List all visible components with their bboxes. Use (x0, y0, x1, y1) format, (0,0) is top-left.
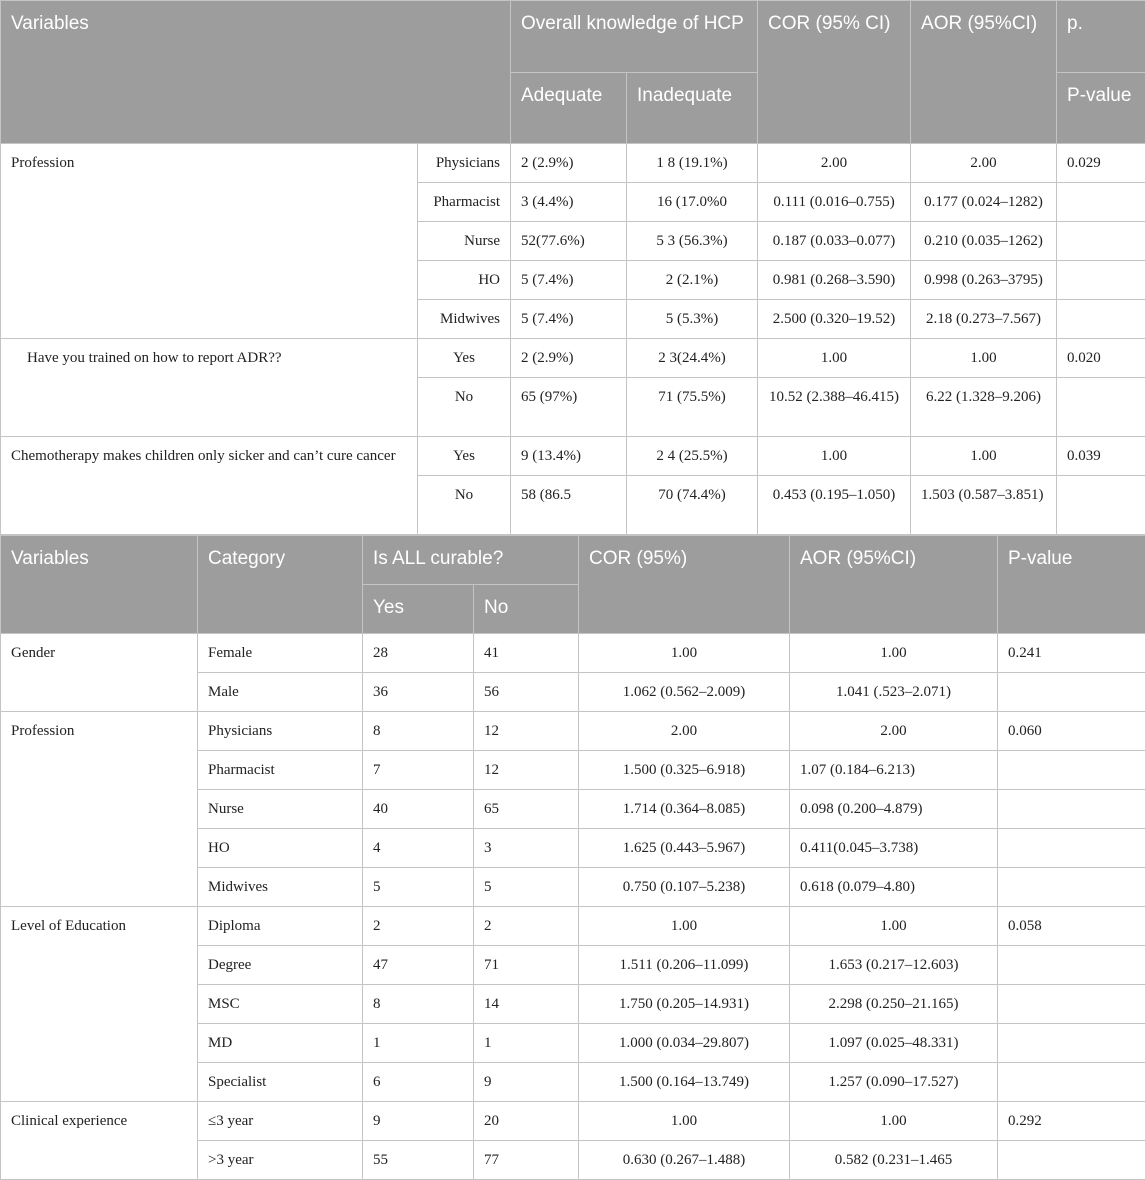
p-cell (998, 1024, 1145, 1063)
t2-header-aor: AOR (95%CI) (790, 536, 998, 634)
table-row (1, 437, 1145, 476)
category-cell: Diploma (198, 907, 363, 946)
p-cell (998, 868, 1145, 907)
category-cell: >3 year (198, 1141, 363, 1180)
aor-cell: 1.653 (0.217–12.603) (790, 946, 998, 985)
p-cell: 0.020 (1057, 339, 1145, 378)
t2-header-yes: Yes (363, 585, 474, 634)
yes-cell: 47 (363, 946, 474, 985)
inadequate-cell: 16 (17.0%0 (627, 183, 758, 222)
category-cell: HO (198, 829, 363, 868)
cor-cell: 1.00 (579, 1102, 790, 1141)
cor-cell: 1.625 (0.443–5.967) (579, 829, 790, 868)
table-row (1, 339, 1145, 378)
p-cell (1057, 222, 1145, 261)
aor-cell: 0.618 (0.079–4.80) (790, 868, 998, 907)
cor-cell: 1.511 (0.206–11.099) (579, 946, 790, 985)
aor-cell: 1.00 (911, 437, 1057, 476)
adequate-cell: 3 (4.4%) (511, 183, 627, 222)
category-cell: Specialist (198, 1063, 363, 1102)
t1-header-inadequate: Inadequate (627, 73, 758, 144)
p-cell: 0.292 (998, 1102, 1145, 1141)
p-cell: 0.241 (998, 634, 1145, 673)
cor-cell: 0.630 (0.267–1.488) (579, 1141, 790, 1180)
t1-group-label: Profession (1, 144, 418, 339)
t1-group-label: Chemotherapy makes children only sicker and can’t cure cancer (1, 437, 418, 535)
cor-cell: 0.187 (0.033–0.077) (758, 222, 911, 261)
no-cell: 14 (474, 985, 579, 1024)
t2-header-curable: Is ALL curable? (363, 536, 579, 585)
p-cell (1057, 261, 1145, 300)
t2-header-category: Category (198, 536, 363, 634)
aor-cell: 2.00 (911, 144, 1057, 183)
aor-cell: 1.00 (790, 907, 998, 946)
no-cell: 77 (474, 1141, 579, 1180)
cor-cell: 1.714 (0.364–8.085) (579, 790, 790, 829)
cor-cell: 1.00 (758, 437, 911, 476)
cor-cell: 1.500 (0.164–13.749) (579, 1063, 790, 1102)
cor-cell: 0.111 (0.016–0.755) (758, 183, 911, 222)
no-cell: 9 (474, 1063, 579, 1102)
no-cell: 41 (474, 634, 579, 673)
category-cell: Pharmacist (418, 183, 511, 222)
aor-cell: 1.00 (790, 1102, 998, 1141)
category-cell: No (418, 476, 511, 535)
t1-header-adequate: Adequate (511, 73, 627, 144)
yes-cell: 1 (363, 1024, 474, 1063)
aor-cell: 2.298 (0.250–21.165) (790, 985, 998, 1024)
category-cell: Physicians (198, 712, 363, 751)
p-cell (998, 985, 1145, 1024)
table-row (1, 634, 1145, 673)
cor-cell: 1.500 (0.325–6.918) (579, 751, 790, 790)
no-cell: 5 (474, 868, 579, 907)
p-cell (1057, 476, 1145, 535)
p-cell: 0.058 (998, 907, 1145, 946)
adequate-cell: 2 (2.9%) (511, 339, 627, 378)
t2-group-label: Level of Education (1, 907, 198, 1102)
table-row (1, 1102, 1145, 1141)
inadequate-cell: 2 (2.1%) (627, 261, 758, 300)
yes-cell: 7 (363, 751, 474, 790)
no-cell: 12 (474, 751, 579, 790)
table-row (1, 144, 1145, 183)
p-cell (998, 1141, 1145, 1180)
yes-cell: 2 (363, 907, 474, 946)
curability-table (0, 535, 1145, 1180)
inadequate-cell: 2 3(24.4%) (627, 339, 758, 378)
p-cell (1057, 183, 1145, 222)
aor-cell: 1.503 (0.587–3.851) (911, 476, 1057, 535)
aor-cell: 0.582 (0.231–1.465 (790, 1141, 998, 1180)
t1-header-cor: COR (95% CI) (758, 1, 911, 144)
no-cell: 1 (474, 1024, 579, 1063)
no-cell: 3 (474, 829, 579, 868)
adequate-cell: 2 (2.9%) (511, 144, 627, 183)
yes-cell: 8 (363, 712, 474, 751)
category-cell: Midwives (418, 300, 511, 339)
yes-cell: 4 (363, 829, 474, 868)
category-cell: MSC (198, 985, 363, 1024)
cor-cell: 1.000 (0.034–29.807) (579, 1024, 790, 1063)
knowledge-table (0, 0, 1145, 535)
category-cell: Nurse (198, 790, 363, 829)
cor-cell: 2.00 (579, 712, 790, 751)
cor-cell: 0.453 (0.195–1.050) (758, 476, 911, 535)
t1-header-p: p. (1057, 1, 1145, 73)
yes-cell: 8 (363, 985, 474, 1024)
p-cell (998, 673, 1145, 712)
aor-cell: 1.257 (0.090–17.527) (790, 1063, 998, 1102)
p-cell (998, 1063, 1145, 1102)
category-cell: Male (198, 673, 363, 712)
adequate-cell: 58 (86.5 (511, 476, 627, 535)
inadequate-cell: 5 (5.3%) (627, 300, 758, 339)
t2-header-variables: Variables (1, 536, 198, 634)
yes-cell: 9 (363, 1102, 474, 1141)
adequate-cell: 5 (7.4%) (511, 261, 627, 300)
category-cell: MD (198, 1024, 363, 1063)
category-cell: ≤3 year (198, 1102, 363, 1141)
adequate-cell: 5 (7.4%) (511, 300, 627, 339)
t2-header-pvalue: P-value (998, 536, 1145, 634)
t2-header-cor: COR (95%) (579, 536, 790, 634)
aor-cell: 2.00 (790, 712, 998, 751)
no-cell: 65 (474, 790, 579, 829)
p-cell: 0.029 (1057, 144, 1145, 183)
cor-cell: 2.500 (0.320–19.52) (758, 300, 911, 339)
t1-header-aor: AOR (95%CI) (911, 1, 1057, 144)
aor-cell: 1.00 (790, 634, 998, 673)
aor-cell: 1.097 (0.025–48.331) (790, 1024, 998, 1063)
inadequate-cell: 70 (74.4%) (627, 476, 758, 535)
t2-group-label: Gender (1, 634, 198, 712)
aor-cell: 1.00 (911, 339, 1057, 378)
p-cell: 0.060 (998, 712, 1145, 751)
inadequate-cell: 2 4 (25.5%) (627, 437, 758, 476)
p-cell (998, 946, 1145, 985)
cor-cell: 10.52 (2.388–46.415) (758, 378, 911, 437)
category-cell: Female (198, 634, 363, 673)
yes-cell: 28 (363, 634, 474, 673)
inadequate-cell: 1 8 (19.1%) (627, 144, 758, 183)
table-row (1, 907, 1145, 946)
no-cell: 20 (474, 1102, 579, 1141)
cor-cell: 1.00 (579, 634, 790, 673)
no-cell: 71 (474, 946, 579, 985)
p-cell (1057, 300, 1145, 339)
cor-cell: 1.00 (579, 907, 790, 946)
aor-cell: 0.210 (0.035–1262) (911, 222, 1057, 261)
t2-group-label: Profession (1, 712, 198, 907)
category-cell: Pharmacist (198, 751, 363, 790)
p-cell: 0.039 (1057, 437, 1145, 476)
aor-cell: 1.07 (0.184–6.213) (790, 751, 998, 790)
cor-cell: 1.062 (0.562–2.009) (579, 673, 790, 712)
aor-cell: 0.998 (0.263–3795) (911, 261, 1057, 300)
inadequate-cell: 71 (75.5%) (627, 378, 758, 437)
adequate-cell: 65 (97%) (511, 378, 627, 437)
table-row (1, 712, 1145, 751)
category-cell: No (418, 378, 511, 437)
adequate-cell: 52(77.6%) (511, 222, 627, 261)
category-cell: Midwives (198, 868, 363, 907)
category-cell: HO (418, 261, 511, 300)
p-cell (998, 790, 1145, 829)
aor-cell: 0.177 (0.024–1282) (911, 183, 1057, 222)
aor-cell: 2.18 (0.273–7.567) (911, 300, 1057, 339)
cor-cell: 2.00 (758, 144, 911, 183)
cor-cell: 1.00 (758, 339, 911, 378)
aor-cell: 6.22 (1.328–9.206) (911, 378, 1057, 437)
yes-cell: 6 (363, 1063, 474, 1102)
no-cell: 2 (474, 907, 579, 946)
t2-group-label: Clinical experience (1, 1102, 198, 1180)
category-cell: Degree (198, 946, 363, 985)
adequate-cell: 9 (13.4%) (511, 437, 627, 476)
cor-cell: 1.750 (0.205–14.931) (579, 985, 790, 1024)
yes-cell: 5 (363, 868, 474, 907)
cor-cell: 0.750 (0.107–5.238) (579, 868, 790, 907)
no-cell: 12 (474, 712, 579, 751)
category-cell: Nurse (418, 222, 511, 261)
p-cell (998, 751, 1145, 790)
inadequate-cell: 5 3 (56.3%) (627, 222, 758, 261)
t1-header-variables: Variables (1, 1, 511, 144)
t1-header-overall-knowledge: Overall knowledge of HCP (511, 1, 758, 73)
yes-cell: 36 (363, 673, 474, 712)
yes-cell: 40 (363, 790, 474, 829)
p-cell (998, 829, 1145, 868)
no-cell: 56 (474, 673, 579, 712)
aor-cell: 0.411(0.045–3.738) (790, 829, 998, 868)
cor-cell: 0.981 (0.268–3.590) (758, 261, 911, 300)
yes-cell: 55 (363, 1141, 474, 1180)
aor-cell: 0.098 (0.200–4.879) (790, 790, 998, 829)
t1-group-label: Have you trained on how to report ADR?? (1, 339, 418, 437)
category-cell: Yes (418, 437, 511, 476)
t2-header-no: No (474, 585, 579, 634)
category-cell: Yes (418, 339, 511, 378)
t1-header-pvalue: P-value (1057, 73, 1145, 144)
aor-cell: 1.041 (.523–2.071) (790, 673, 998, 712)
category-cell: Physicians (418, 144, 511, 183)
p-cell (1057, 378, 1145, 437)
